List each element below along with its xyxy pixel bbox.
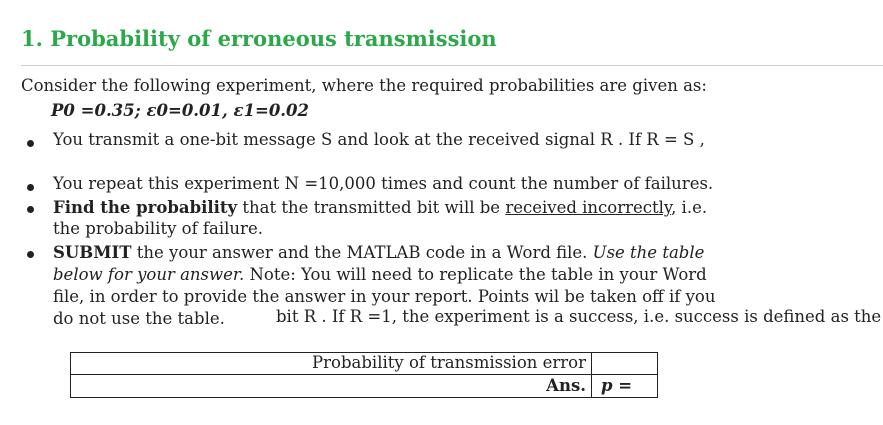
bullet-dot — [27, 206, 34, 213]
bullet-submit-line3: file, in order to provide the answer in your report. Points wil be taken off if you — [53, 287, 716, 306]
intro-text: Consider the following experiment, where the required probabilities are given as: — [21, 76, 707, 95]
find-probability-text: that the transmitted bit will be — [237, 198, 506, 217]
bullet-dot — [27, 184, 34, 191]
submit-line2-text: Note: You will need to replicate the table in your Word — [244, 265, 707, 284]
bullet-find-probability — [53, 198, 707, 218]
bullet-dot — [27, 140, 34, 147]
table-ans-label: Ans. — [546, 376, 586, 395]
bullet-dot — [27, 251, 34, 258]
submit-italic: Use the table — [592, 243, 705, 262]
title-divider — [21, 65, 883, 66]
parameters-line: P0 =0.35; ε0=0.01, ε1=0.02 — [51, 101, 310, 120]
submit-text: the your answer and the MATLAB code in a Word file. — [131, 243, 593, 262]
bullet-find-probability-line2: the probability of failure. — [53, 219, 263, 238]
submit-line2-italic: below for your answer. — [53, 265, 245, 284]
bullet-submit-line2 — [53, 265, 707, 285]
bullet-submit — [53, 243, 704, 263]
answer-table — [70, 352, 658, 398]
section-title: 1. Probability of erroneous transmission — [21, 26, 497, 51]
table-column-divider — [591, 352, 592, 398]
table-row-divider — [70, 374, 658, 375]
received-incorrectly-underline: received incorrectly — [505, 198, 672, 217]
overflow-text-line: bit R . If R =1, the experiment is a success, i.e. success is defined as the — [276, 307, 882, 326]
bullet-repeat: You repeat this experiment N =10,000 times and count the number of failures. — [53, 174, 714, 193]
submit-bold: SUBMIT — [53, 243, 132, 262]
find-probability-end: , i.e. — [671, 198, 708, 217]
bullet-submit-line4: do not use the table. — [53, 309, 225, 328]
bullet-transmit: You transmit a one-bit message S and look at the received signal R . If R = S , — [53, 130, 705, 149]
find-probability-bold: Find the probability — [53, 198, 238, 217]
table-header-cell: Probability of transmission error — [312, 353, 586, 372]
table-answer-cell[interactable]: p = — [601, 376, 633, 395]
